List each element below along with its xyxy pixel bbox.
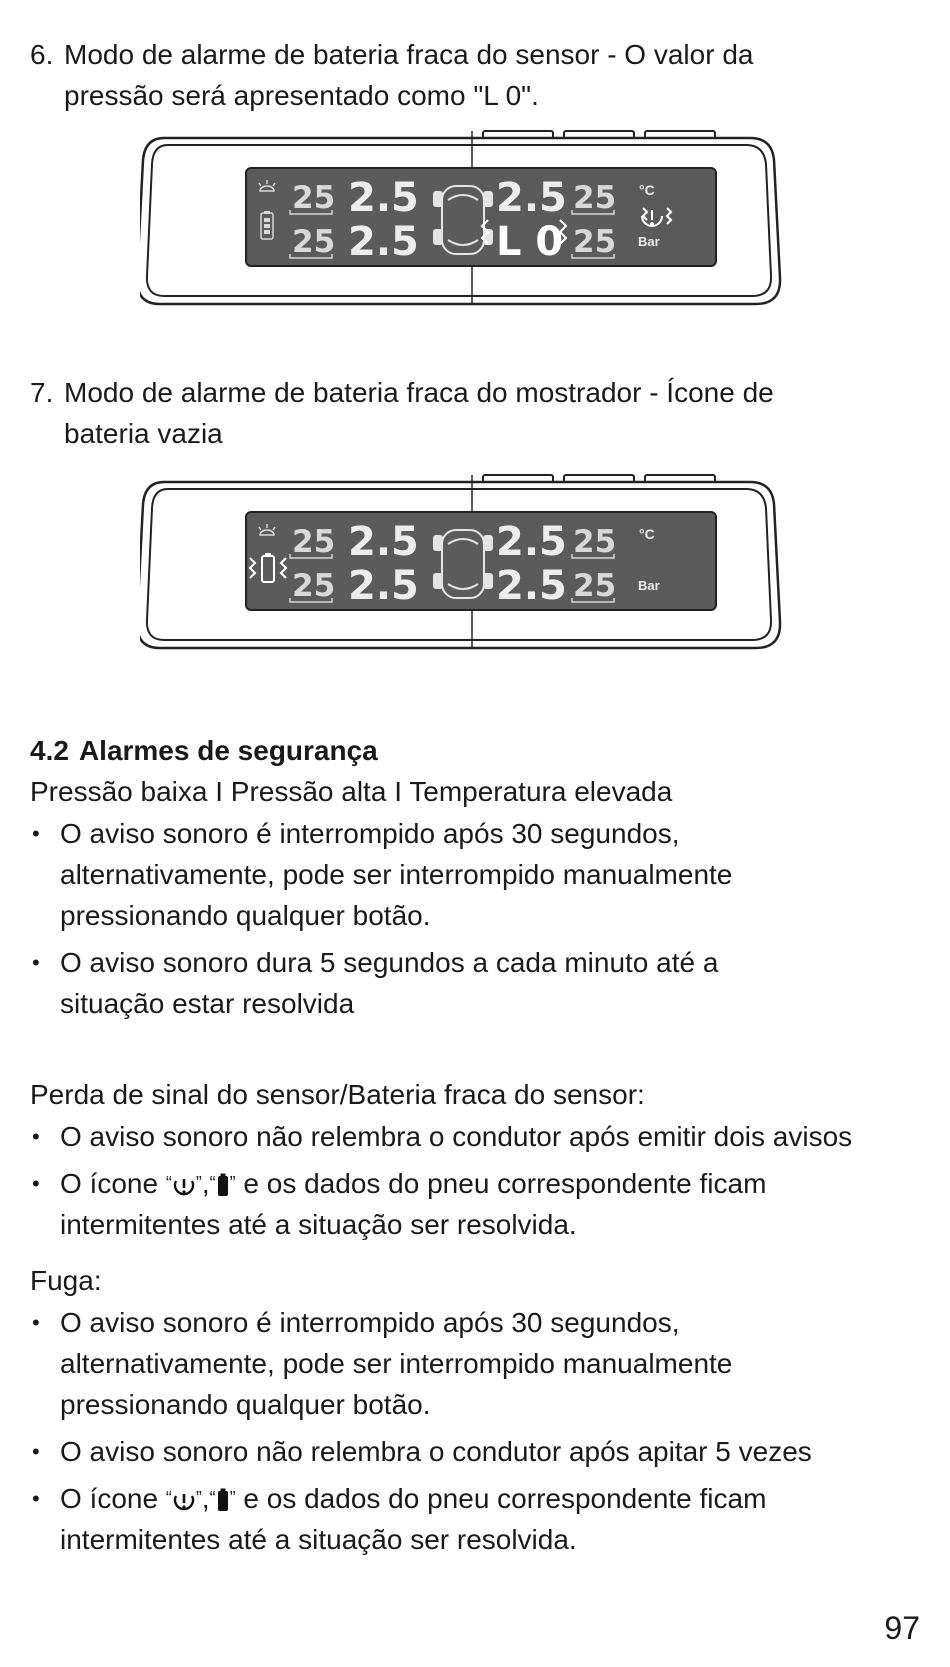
tpms-display-sensor-low-battery xyxy=(140,128,820,313)
tpms-display-monitor-low-battery xyxy=(140,472,820,657)
bullet-line: alternativamente, pode ser interrompido manualmente xyxy=(60,859,733,890)
quote-mark: ” xyxy=(195,1173,202,1193)
bullet-line: O aviso sonoro dura 5 segundos a cada minuto até a xyxy=(60,947,719,978)
bullet-line: pressionando qualquer botão. xyxy=(60,1389,431,1420)
display-illustration xyxy=(140,472,820,657)
right-top-pressure: 2.5 xyxy=(496,519,567,565)
bullet-text: O ícone xyxy=(60,1483,159,1514)
page-number: 97 xyxy=(884,1610,920,1646)
tpms-warning-icon xyxy=(172,1490,196,1512)
list-item xyxy=(30,1163,930,1245)
right-bottom-low-battery-value: L 0 xyxy=(496,219,564,265)
bullet-line: O aviso sonoro é interrompido após 30 segundos, xyxy=(60,818,680,849)
bullet-text: e os dados do pneu correspondente ficam xyxy=(243,1483,767,1514)
left-bottom-pressure: 2.5 xyxy=(348,563,419,609)
item-text-line1: Modo de alarme de bateria fraca do sensor - O valor da xyxy=(64,39,754,70)
bullet-line: intermitentes até a situação ser resolvida. xyxy=(60,1209,577,1240)
list-item xyxy=(30,813,930,936)
unit-pressure: Bar xyxy=(638,234,660,249)
unit-pressure: Bar xyxy=(638,578,660,593)
display-illustration xyxy=(140,128,820,313)
bullet-line: situação estar resolvida xyxy=(60,988,355,1019)
section-heading xyxy=(30,731,378,771)
left-top-temp: 25 xyxy=(292,524,336,560)
alarm-bullets xyxy=(30,813,930,1030)
left-top-pressure: 2.5 xyxy=(348,175,419,221)
section-number: 4.2 xyxy=(30,735,69,766)
quote-mark: “ xyxy=(209,1488,216,1508)
list-item xyxy=(30,1431,930,1472)
left-bottom-temp: 25 xyxy=(292,224,336,260)
tpms-warning-icon xyxy=(172,1175,196,1197)
leak-bullets xyxy=(30,1302,930,1566)
right-top-temp: 25 xyxy=(573,524,617,560)
unit-temp: °C xyxy=(639,526,655,542)
signal-loss-heading: Perda de sinal do sensor/Bateria fraca do sensor: xyxy=(30,1079,645,1110)
bullet-line: O aviso sonoro não relembra o condutor após emitir dois avisos xyxy=(60,1121,853,1152)
comma: , xyxy=(201,1168,210,1199)
item-7 xyxy=(30,372,910,454)
list-item xyxy=(30,1478,930,1560)
quote-mark: ” xyxy=(229,1488,236,1508)
item-text-line1: Modo de alarme de bateria fraca do mostrador - Ícone de xyxy=(64,377,774,408)
right-top-temp: 25 xyxy=(573,180,617,216)
unit-temp: °C xyxy=(639,182,655,198)
right-top-pressure: 2.5 xyxy=(496,175,567,221)
leak-heading: Fuga: xyxy=(30,1265,102,1296)
quote-mark: “ xyxy=(209,1173,216,1193)
right-bottom-temp: 25 xyxy=(573,224,617,260)
battery-icon xyxy=(216,1173,230,1197)
item-number: 6. xyxy=(30,39,54,70)
right-bottom-pressure: 2.5 xyxy=(496,563,567,609)
quote-mark: ” xyxy=(195,1488,202,1508)
list-item xyxy=(30,1302,930,1425)
section-subtitle: Pressão baixa I Pressão alta I Temperatura elevada xyxy=(30,776,673,807)
list-item xyxy=(30,1116,930,1157)
battery-icon xyxy=(216,1488,230,1512)
item-number: 7. xyxy=(30,377,54,408)
item-text-line2: bateria vazia xyxy=(64,418,223,449)
bullet-line: intermitentes até a situação ser resolvida. xyxy=(60,1524,577,1555)
bullet-text: e os dados do pneu correspondente ficam xyxy=(243,1168,767,1199)
left-top-temp: 25 xyxy=(292,180,336,216)
list-item xyxy=(30,942,930,1024)
signal-loss-bullets xyxy=(30,1116,930,1251)
bullet-line: alternativamente, pode ser interrompido manualmente xyxy=(60,1348,733,1379)
bullet-line: O aviso sonoro não relembra o condutor após apitar 5 vezes xyxy=(60,1436,812,1467)
item-6 xyxy=(30,34,910,116)
quote-mark: “ xyxy=(165,1488,172,1508)
left-bottom-pressure: 2.5 xyxy=(348,219,419,265)
section-title: Alarmes de segurança xyxy=(78,735,378,766)
left-top-pressure: 2.5 xyxy=(348,519,419,565)
comma: , xyxy=(201,1483,210,1514)
left-bottom-temp: 25 xyxy=(292,568,336,604)
quote-mark: “ xyxy=(165,1173,172,1193)
bullet-line: pressionando qualquer botão. xyxy=(60,900,431,931)
item-text-line2: pressão será apresentado como "L 0". xyxy=(64,80,539,111)
quote-mark: ” xyxy=(229,1173,236,1193)
right-bottom-temp: 25 xyxy=(573,568,617,604)
bullet-text: O ícone xyxy=(60,1168,159,1199)
bullet-line: O aviso sonoro é interrompido após 30 segundos, xyxy=(60,1307,680,1338)
